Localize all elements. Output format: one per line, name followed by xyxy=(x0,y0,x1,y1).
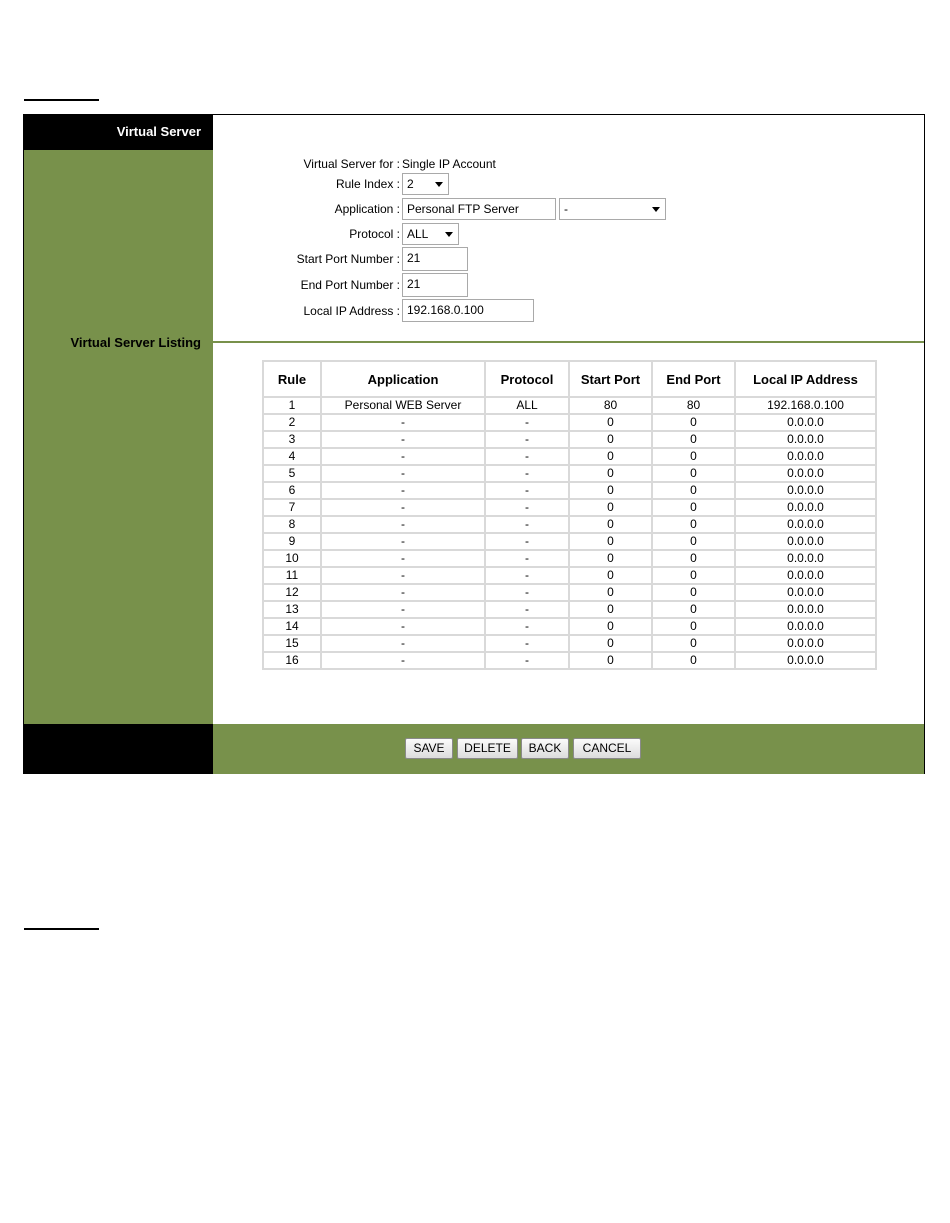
cell-protocol: - xyxy=(485,550,569,567)
cell-protocol: ALL xyxy=(485,397,569,414)
cell-rule: 12 xyxy=(263,584,321,601)
cell-protocol: - xyxy=(485,618,569,635)
virtual-server-table xyxy=(262,360,877,670)
panel-title: Virtual Server xyxy=(24,115,213,150)
cell-local-ip: 0.0.0.0 xyxy=(735,414,876,431)
sidebar-footer xyxy=(24,724,213,774)
cell-local-ip: 0.0.0.0 xyxy=(735,635,876,652)
cell-rule: 4 xyxy=(263,448,321,465)
cell-application: - xyxy=(321,584,485,601)
cell-protocol: - xyxy=(485,567,569,584)
cell-start-port: 0 xyxy=(569,550,652,567)
table-row xyxy=(263,533,876,550)
cell-application: - xyxy=(321,482,485,499)
cell-protocol: - xyxy=(485,516,569,533)
rule-index-label: Rule Index : xyxy=(335,177,400,191)
cell-protocol: - xyxy=(485,499,569,516)
cell-application: - xyxy=(321,618,485,635)
col-header-protocol: Protocol xyxy=(485,361,569,397)
protocol-select[interactable] xyxy=(402,223,459,245)
table-row xyxy=(263,414,876,431)
cell-rule: 6 xyxy=(263,482,321,499)
form-row-start-port xyxy=(24,247,924,271)
cell-protocol: - xyxy=(485,465,569,482)
protocol-value: ALL xyxy=(407,227,429,241)
cell-rule: 3 xyxy=(263,431,321,448)
listing-title: Virtual Server Listing xyxy=(70,335,201,350)
table-header-row xyxy=(263,361,876,397)
col-header-start-port: Start Port xyxy=(569,361,652,397)
form-row-rule-index xyxy=(24,172,924,196)
cell-rule: 10 xyxy=(263,550,321,567)
application-input[interactable]: Personal FTP Server xyxy=(402,198,556,220)
cell-rule: 9 xyxy=(263,533,321,550)
cell-protocol: - xyxy=(485,482,569,499)
cell-application: - xyxy=(321,601,485,618)
cell-rule: 1 xyxy=(263,397,321,414)
virtual-server-for-value: Single IP Account xyxy=(402,157,496,171)
cell-start-port: 0 xyxy=(569,516,652,533)
cell-rule: 5 xyxy=(263,465,321,482)
cell-end-port: 0 xyxy=(652,618,735,635)
cell-start-port: 0 xyxy=(569,584,652,601)
cell-end-port: 0 xyxy=(652,601,735,618)
table-row xyxy=(263,567,876,584)
table-row xyxy=(263,584,876,601)
back-button[interactable]: BACK xyxy=(521,738,569,759)
cell-local-ip: 0.0.0.0 xyxy=(735,482,876,499)
form-row-application xyxy=(24,197,924,221)
table-row xyxy=(263,482,876,499)
cell-end-port: 0 xyxy=(652,635,735,652)
cell-start-port: 0 xyxy=(569,618,652,635)
cell-start-port: 0 xyxy=(569,431,652,448)
section-divider xyxy=(213,341,924,343)
cell-application: - xyxy=(321,499,485,516)
form-row-end-port xyxy=(24,273,924,297)
col-header-application: Application xyxy=(321,361,485,397)
cell-end-port: 0 xyxy=(652,465,735,482)
table-row xyxy=(263,618,876,635)
cell-application: - xyxy=(321,448,485,465)
cell-end-port: 0 xyxy=(652,448,735,465)
cell-application: - xyxy=(321,652,485,669)
cell-application: Personal WEB Server xyxy=(321,397,485,414)
start-port-input[interactable]: 21 xyxy=(402,247,468,271)
cell-end-port: 0 xyxy=(652,584,735,601)
cell-protocol: - xyxy=(485,533,569,550)
cell-rule: 13 xyxy=(263,601,321,618)
rule-index-value: 2 xyxy=(407,177,414,191)
table-body xyxy=(263,397,876,669)
cell-local-ip: 0.0.0.0 xyxy=(735,550,876,567)
cell-rule: 11 xyxy=(263,567,321,584)
end-port-label: End Port Number : xyxy=(300,278,400,292)
cell-application: - xyxy=(321,516,485,533)
cell-end-port: 0 xyxy=(652,550,735,567)
cell-local-ip: 0.0.0.0 xyxy=(735,584,876,601)
action-buttons xyxy=(213,724,924,774)
application-preset-value: - xyxy=(564,202,568,216)
table-row xyxy=(263,465,876,482)
cell-end-port: 0 xyxy=(652,652,735,669)
section-rule-bottom xyxy=(24,928,99,930)
cell-rule: 16 xyxy=(263,652,321,669)
chevron-down-icon xyxy=(435,182,443,187)
cell-end-port: 0 xyxy=(652,516,735,533)
cell-start-port: 0 xyxy=(569,652,652,669)
chevron-down-icon xyxy=(652,207,660,212)
form-row-local-ip xyxy=(24,299,924,323)
col-header-rule: Rule xyxy=(263,361,321,397)
cell-rule: 7 xyxy=(263,499,321,516)
cell-local-ip: 192.168.0.100 xyxy=(735,397,876,414)
cell-application: - xyxy=(321,465,485,482)
local-ip-input[interactable]: 192.168.0.100 xyxy=(402,299,534,322)
cell-local-ip: 0.0.0.0 xyxy=(735,533,876,550)
cell-start-port: 0 xyxy=(569,635,652,652)
table-row xyxy=(263,448,876,465)
col-header-local-ip: Local IP Address xyxy=(735,361,876,397)
cell-application: - xyxy=(321,567,485,584)
rule-index-select[interactable] xyxy=(402,173,449,195)
cell-application: - xyxy=(321,414,485,431)
table-row xyxy=(263,499,876,516)
local-ip-label: Local IP Address : xyxy=(303,304,400,318)
cell-end-port: 0 xyxy=(652,414,735,431)
cell-local-ip: 0.0.0.0 xyxy=(735,567,876,584)
virtual-server-for-label: Virtual Server for : xyxy=(303,157,400,171)
form-row-protocol xyxy=(24,222,924,246)
cell-protocol: - xyxy=(485,652,569,669)
cell-protocol: - xyxy=(485,431,569,448)
cell-local-ip: 0.0.0.0 xyxy=(735,465,876,482)
section-rule-top xyxy=(24,99,99,101)
cell-local-ip: 0.0.0.0 xyxy=(735,618,876,635)
cell-start-port: 0 xyxy=(569,601,652,618)
cell-protocol: - xyxy=(485,584,569,601)
cell-end-port: 0 xyxy=(652,567,735,584)
chevron-down-icon xyxy=(445,232,453,237)
cell-application: - xyxy=(321,550,485,567)
cell-end-port: 0 xyxy=(652,499,735,516)
protocol-label: Protocol : xyxy=(349,227,400,241)
cell-protocol: - xyxy=(485,635,569,652)
cell-local-ip: 0.0.0.0 xyxy=(735,431,876,448)
cell-end-port: 0 xyxy=(652,533,735,550)
col-header-end-port: End Port xyxy=(652,361,735,397)
cell-start-port: 0 xyxy=(569,465,652,482)
cell-local-ip: 0.0.0.0 xyxy=(735,516,876,533)
delete-button[interactable]: DELETE xyxy=(457,738,518,759)
cell-start-port: 0 xyxy=(569,482,652,499)
table-row xyxy=(263,397,876,414)
table-row xyxy=(263,652,876,669)
table-row xyxy=(263,635,876,652)
cell-application: - xyxy=(321,431,485,448)
application-preset-select[interactable] xyxy=(559,198,666,220)
end-port-input[interactable]: 21 xyxy=(402,273,468,297)
start-port-label: Start Port Number : xyxy=(296,252,400,266)
cell-local-ip: 0.0.0.0 xyxy=(735,601,876,618)
cell-rule: 14 xyxy=(263,618,321,635)
cell-local-ip: 0.0.0.0 xyxy=(735,499,876,516)
application-label: Application : xyxy=(334,202,400,216)
cell-local-ip: 0.0.0.0 xyxy=(735,652,876,669)
cell-start-port: 80 xyxy=(569,397,652,414)
cell-rule: 15 xyxy=(263,635,321,652)
save-button[interactable]: SAVE xyxy=(405,738,453,759)
cell-application: - xyxy=(321,635,485,652)
cell-start-port: 0 xyxy=(569,499,652,516)
cancel-button[interactable]: CANCEL xyxy=(573,738,641,759)
cell-protocol: - xyxy=(485,414,569,431)
cell-start-port: 0 xyxy=(569,414,652,431)
table-row xyxy=(263,550,876,567)
cell-end-port: 0 xyxy=(652,482,735,499)
cell-end-port: 80 xyxy=(652,397,735,414)
cell-application: - xyxy=(321,533,485,550)
cell-start-port: 0 xyxy=(569,533,652,550)
cell-local-ip: 0.0.0.0 xyxy=(735,448,876,465)
cell-start-port: 0 xyxy=(569,567,652,584)
cell-end-port: 0 xyxy=(652,431,735,448)
cell-rule: 8 xyxy=(263,516,321,533)
virtual-server-panel xyxy=(23,114,925,774)
cell-protocol: - xyxy=(485,601,569,618)
cell-protocol: - xyxy=(485,448,569,465)
cell-rule: 2 xyxy=(263,414,321,431)
table-row xyxy=(263,516,876,533)
cell-start-port: 0 xyxy=(569,448,652,465)
table-row xyxy=(263,601,876,618)
table-row xyxy=(263,431,876,448)
